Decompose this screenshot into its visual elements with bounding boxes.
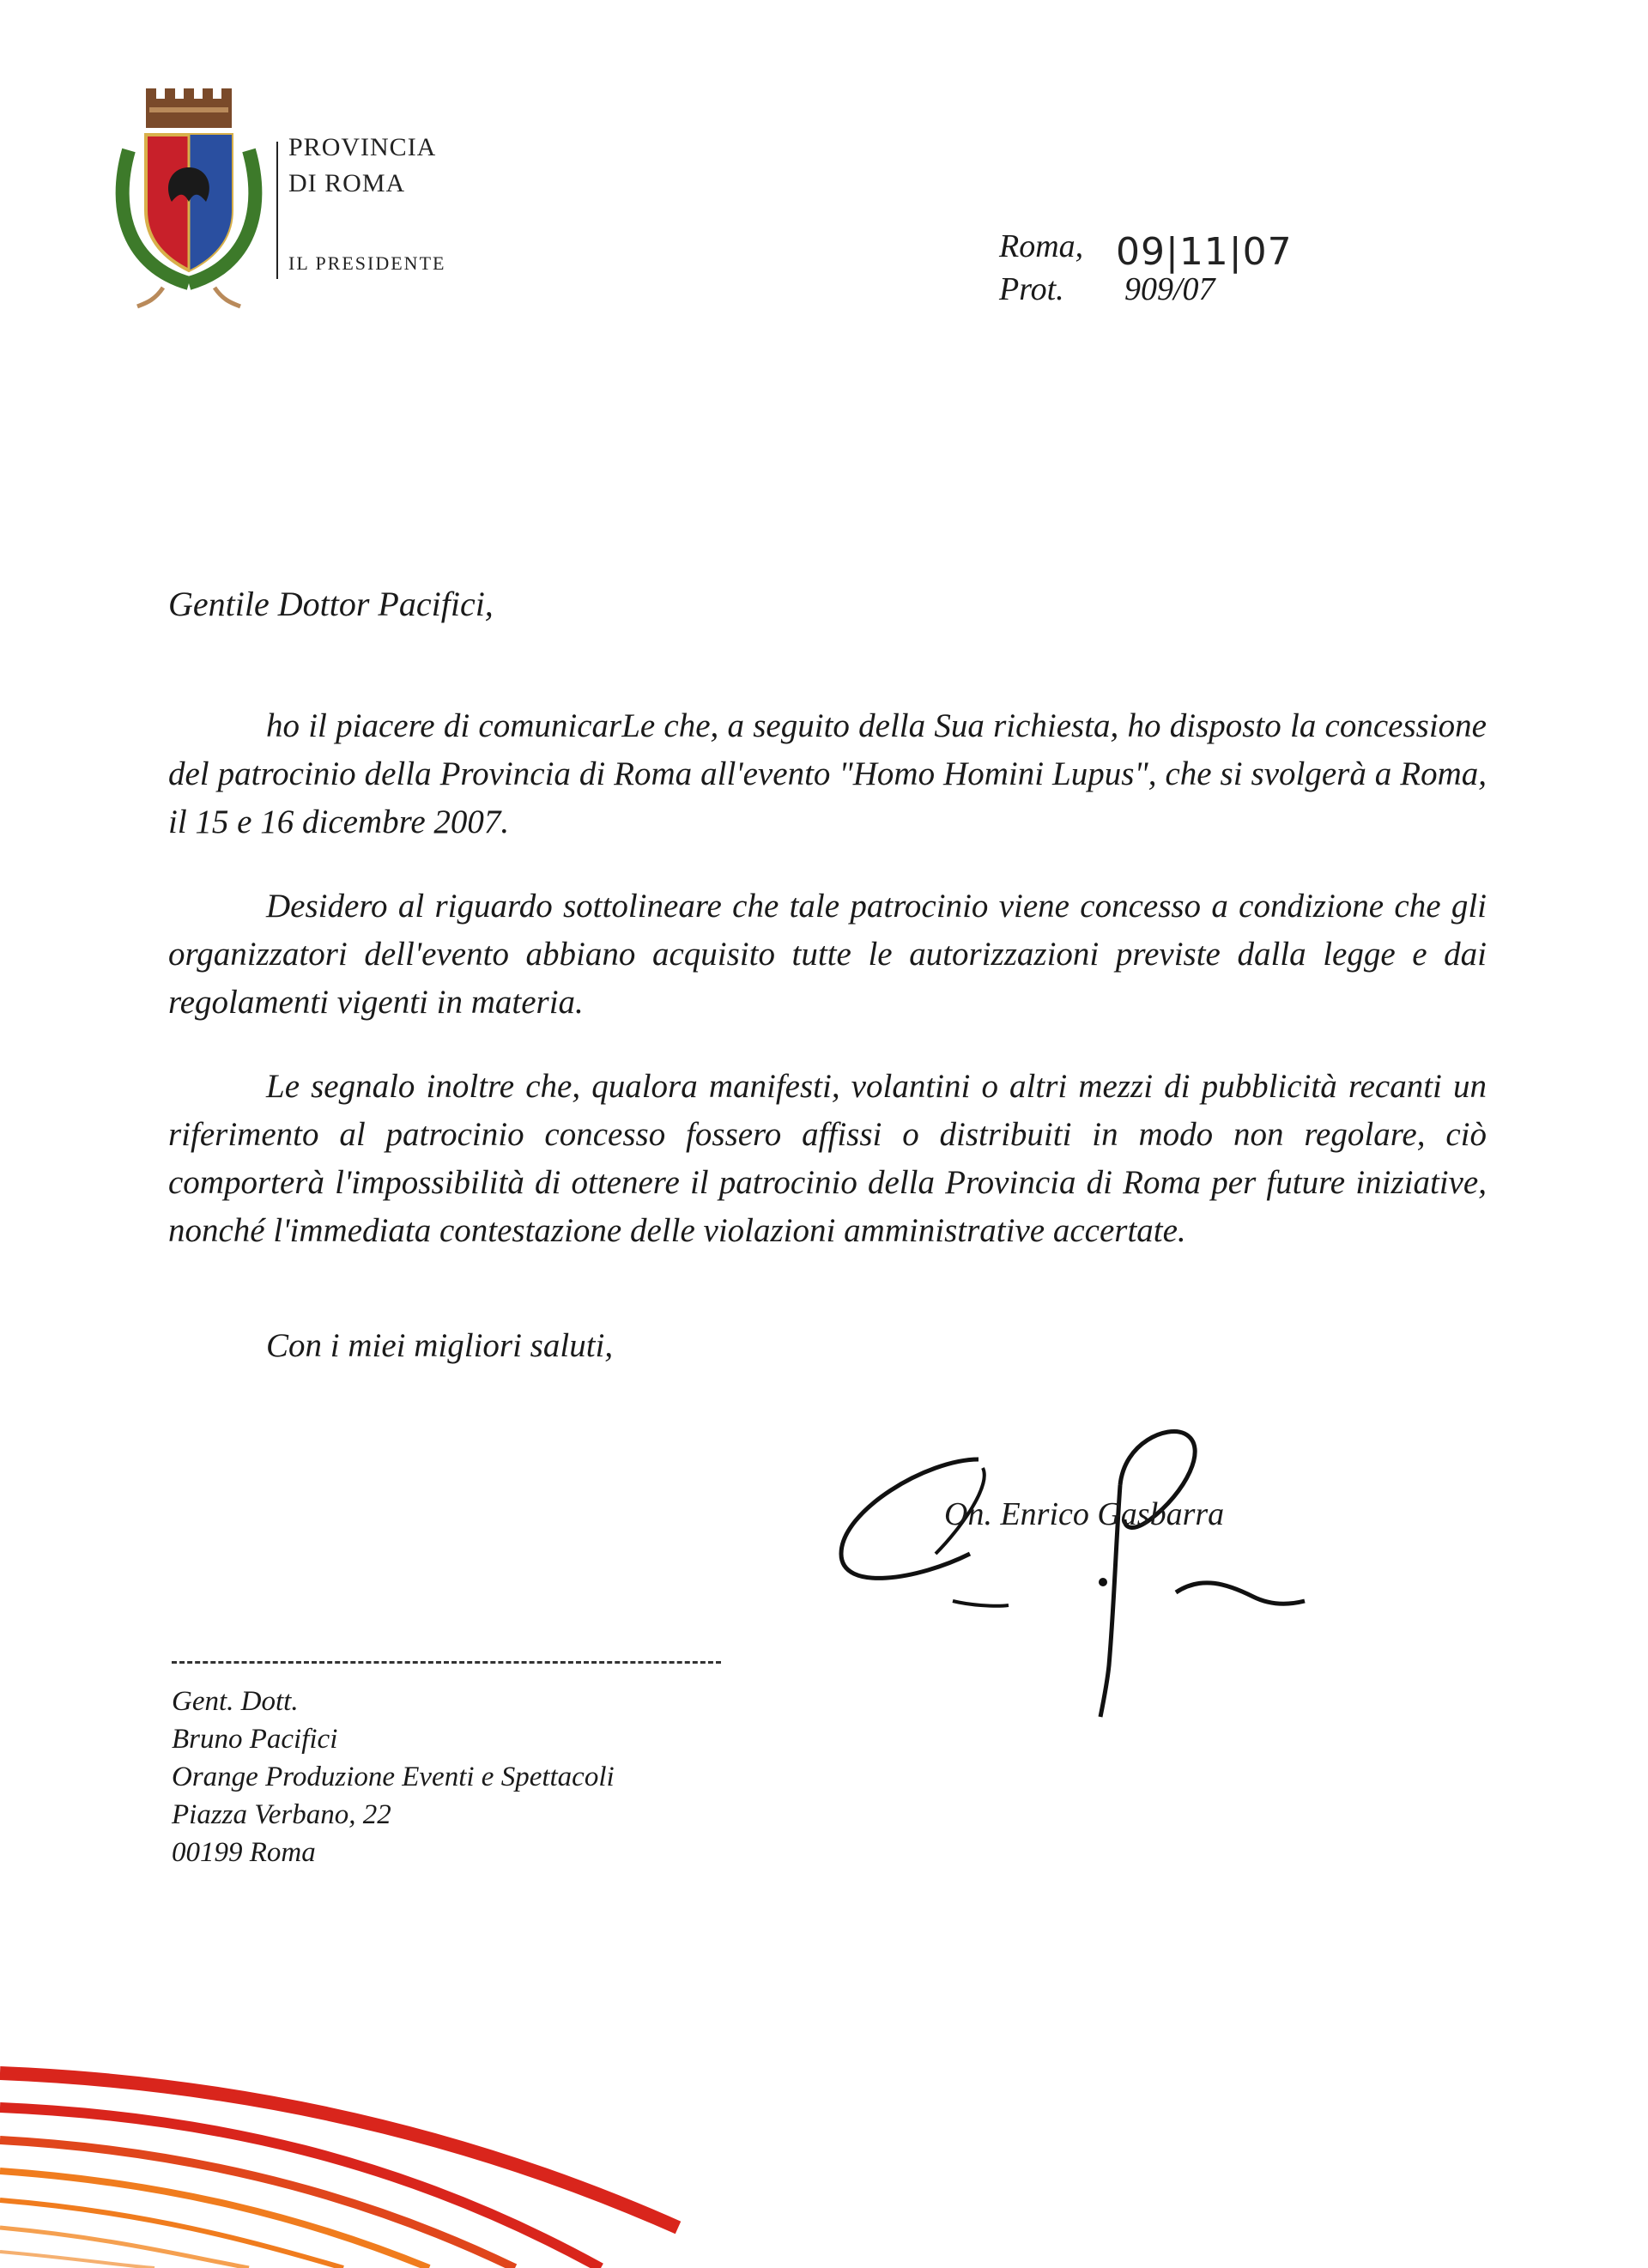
footer-swoosh-decoration [0, 2056, 687, 2268]
protocol-label: Prot. [999, 271, 1064, 307]
place-label: Roma, [999, 228, 1084, 264]
coat-of-arms-icon [112, 82, 266, 313]
salutation: Gentile Dottor Pacifici, [168, 585, 494, 623]
recipient-line: Piazza Verbano, 22 [172, 1799, 391, 1830]
recipient-line: Gent. Dott. [172, 1686, 299, 1717]
date-handwritten: 09|11|07 [1116, 230, 1293, 274]
recipient-line: Bruno Pacifici [172, 1724, 338, 1755]
recipient-line: Orange Produzione Eventi e Spettacoli [172, 1762, 615, 1792]
org-name-line-2: DI ROMA [288, 169, 406, 197]
office-title: IL PRESIDENTE [288, 252, 446, 274]
closing: Con i miei migliori saluti, [266, 1327, 614, 1364]
org-name-line-1: PROVINCIA [288, 133, 437, 161]
body-paragraph-2: Desidero al riguardo sottolineare che tale patrocinio viene concesso a condizione che gli organizzatori dell'evento abbiano acquisito tutte le autorizzazioni previste dalla legge e dai regolamenti vigenti in materia. [168, 888, 1487, 1021]
recipient-line: 00199 Roma [172, 1837, 316, 1868]
protocol-number: 909/07 [1124, 271, 1215, 307]
signature-icon [824, 1408, 1373, 1768]
body-paragraph-1: ho il piacere di comunicarLe che, a seguito della Sua richiesta, ho disposto la concessione del patrocinio della Provincia di Roma all'evento "Homo Homini Lupus", che si svolgerà a Roma, il 15 e 16 dicembre 2007. [168, 707, 1487, 840]
header-divider [276, 142, 278, 279]
recipient-divider [172, 1661, 721, 1664]
body-paragraph-3: Le segnalo inoltre che, qualora manifesti, volantini o altri mezzi di pubblicità recanti un riferimento al patrocinio concesso fossero affissi o distribuiti in modo non regolare, ciò comporterà l'impossibilità di ottenere il patrocinio della Provincia di Roma per future iniziative, nonché l'immediata contestazione delle violazioni amministrative accertate. [168, 1068, 1487, 1249]
signatory-name: On. Enrico Gasbarra [944, 1496, 1225, 1532]
